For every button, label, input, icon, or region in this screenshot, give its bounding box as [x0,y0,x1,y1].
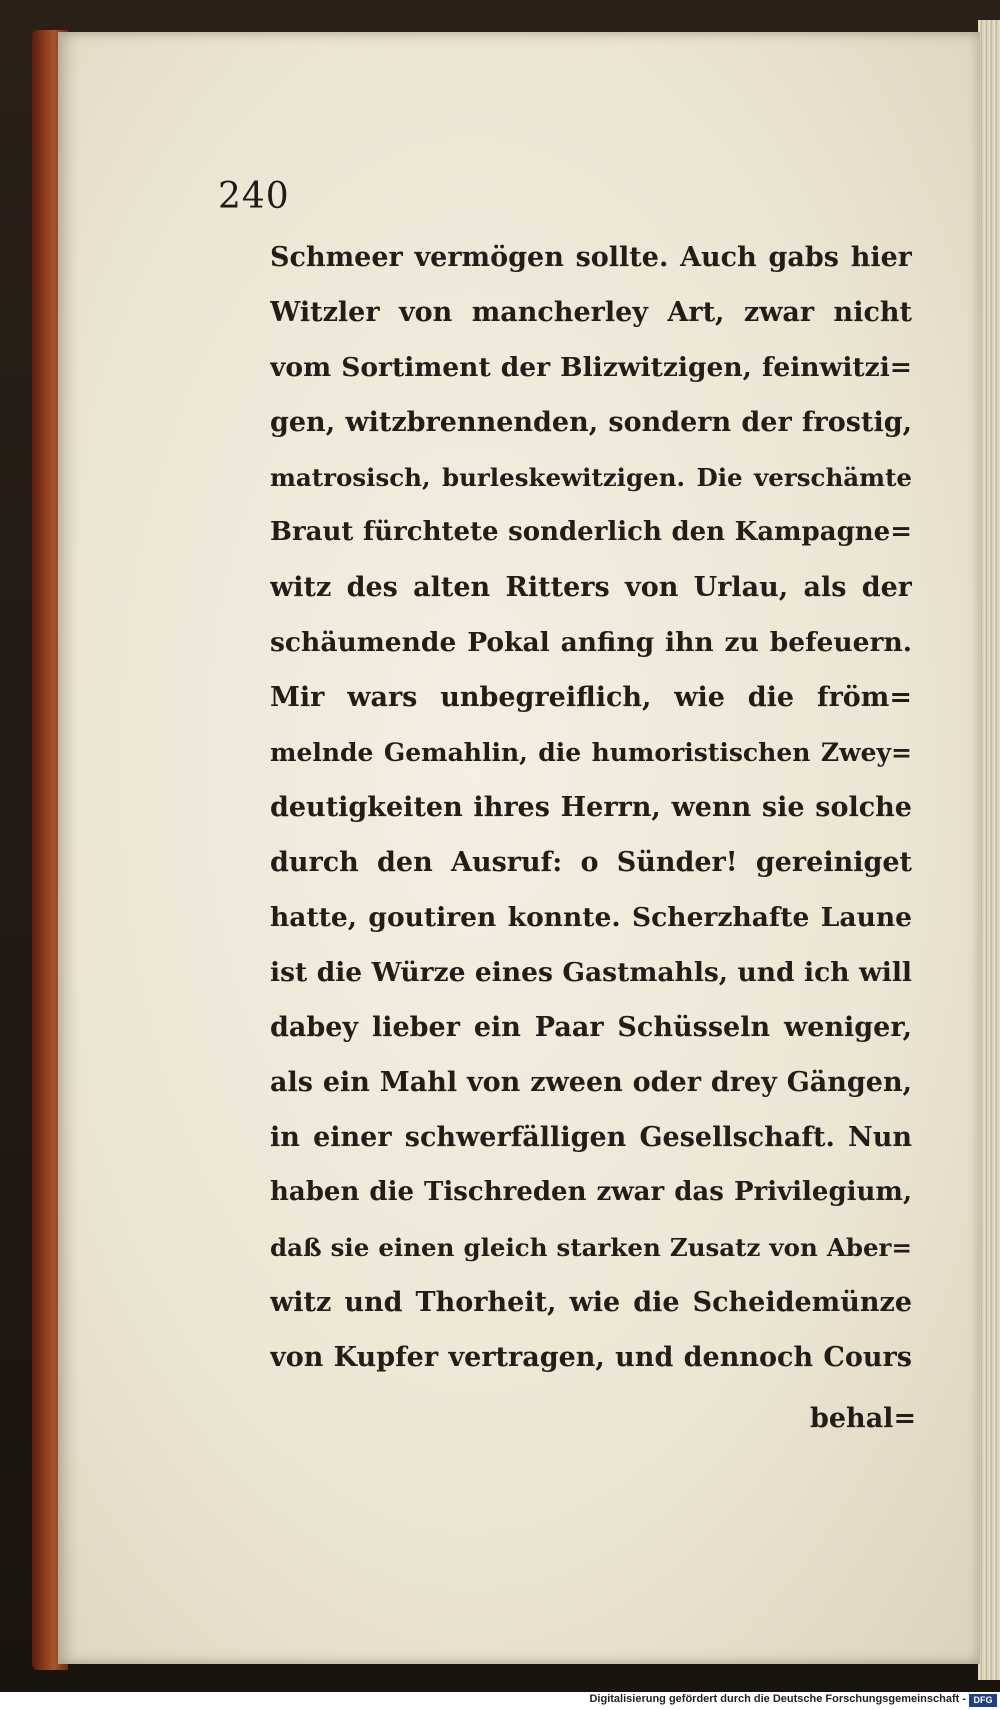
digitization-footer [0,1692,1000,1710]
text-line: melnde Gemahlin, die humoristischen Zwey= [270,738,912,767]
page-number: 240 [218,176,290,217]
footer-credit: Digitalisierung gefördert durch die Deutsche Forschungsgemeinschaft - [589,1693,966,1705]
text-line: daß sie einen gleich starken Zusatz von Aber= [270,1233,912,1262]
text-line: matrosisch, burleskewitzigen. Die verschämte [270,463,912,492]
text-line: dabey lieber ein Paar Schüsseln weniger, [270,1012,912,1043]
text-line: Witzler von mancherley Art, zwar nicht [270,297,912,328]
text-line: durch den Ausruf: o Sünder! gereiniget [270,847,912,878]
text-line: witz und Thorheit, wie die Scheidemünze [270,1287,912,1318]
text-line: hatte, goutiren konnte. Scherzhafte Laune [270,902,912,933]
text-line: als ein Mahl von zween oder drey Gängen, [270,1067,912,1098]
page-stack-edge [978,20,1000,1680]
text-line: Mir wars unbegreiflich, wie die fröm= [270,682,912,713]
text-line: Braut fürchtete sonderlich den Kampagne= [270,517,912,547]
text-line: in einer schwerfälligen Gesellschaft. Nun [270,1122,912,1153]
body-text [270,230,912,1385]
text-line: gen, witzbrennenden, sondern der frostig, [270,407,912,438]
dfg-logo-icon: DFG [969,1694,997,1707]
text-line: Schmeer vermögen sollte. Auch gabs hier [270,242,912,273]
text-line: ist die Würze eines Gastmahls, und ich will [270,957,912,988]
text-line: schäumende Pokal anfing ihn zu befeuern. [270,627,912,658]
catchword: behal= [810,1403,917,1434]
text-line: witz des alten Ritters von Urlau, als der [270,572,912,603]
text-line: haben die Tischreden zwar das Privilegium, [270,1177,912,1207]
text-line: deutigkeiten ihres Herrn, wenn sie solche [270,792,912,823]
text-line: von Kupfer vertragen, und dennoch Cours [270,1342,912,1373]
text-line: vom Sortiment der Blizwitzigen, feinwitzi= [270,352,912,383]
